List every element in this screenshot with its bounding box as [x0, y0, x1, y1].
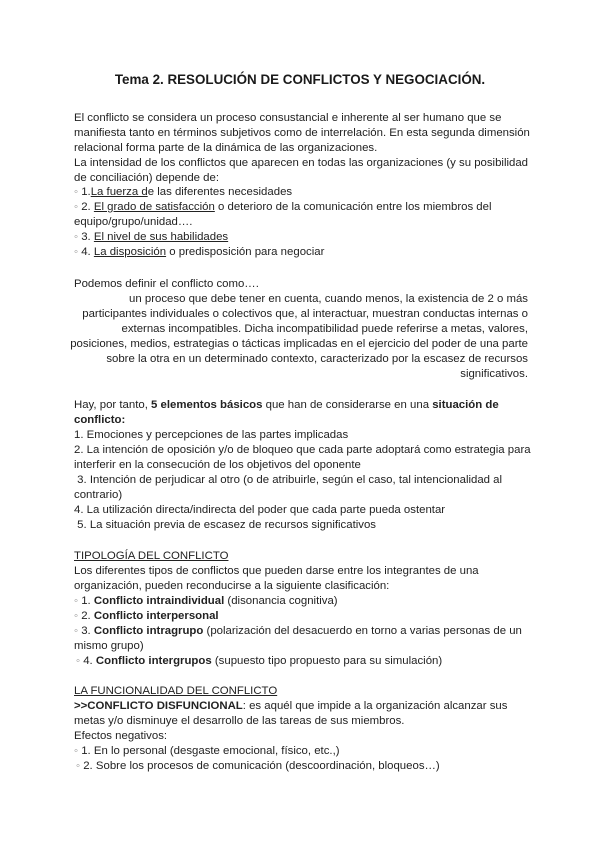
factor-item: ◦ 2. El grado de satisfacción o deterioro de la comunicación entre los miembros del — [74, 201, 492, 213]
definition-line: externas incompatibles. Dicha incompatibilidad puede referirse a metas, valores, — [121, 323, 528, 335]
factor-item: ◦ 3. El nivel de sus habilidades — [74, 231, 229, 243]
bullet-icon: ◦ — [74, 231, 79, 243]
efectos-heading: Efectos negativos: — [74, 730, 168, 742]
elements-intro: Hay, por tanto, 5 elementos básicos que han de considerarse en una situación de — [74, 399, 499, 411]
bullet-icon: ◦ — [74, 610, 79, 622]
bullet-icon: ◦ — [76, 760, 81, 772]
page-title: Tema 2. RESOLUCIÓN DE CONFLICTOS Y NEGOCIACIÓN. — [114, 72, 486, 87]
elements-intro-end: conflicto: — [74, 414, 126, 426]
bullet-icon: ◦ — [76, 655, 81, 667]
factor-item-continuation: equipo/grupo/unidad…. — [74, 216, 193, 228]
disfuncional-line-1: >>CONFLICTO DISFUNCIONAL: es aquél que impide a la organización alcanzar sus — [74, 700, 508, 712]
intro-line-1: El conflicto se considera un proceso consustancial e inherente al ser humano que se — [74, 112, 502, 124]
bullet-icon: ◦ — [74, 186, 79, 198]
tipologia-item-continuation: mismo grupo) — [74, 640, 144, 652]
element-line: 4. La utilización directa/indirecta del poder que cada parte pueda ostentar — [74, 504, 446, 516]
intro-line-4: La intensidad de los conflictos que aparecen en todas las organizaciones (y su posibilidad — [74, 157, 529, 169]
element-line: 3. Intención de perjudicar al otro (o de atribuirle, según el caso, tal intencionalidad al — [74, 474, 503, 486]
factor-item: ◦ 1.La fuerza de las diferentes necesidades — [74, 186, 293, 198]
disfuncional-line-2: metas y/o disminuye el desarrollo de las tareas de sus miembros. — [74, 715, 405, 727]
efecto-item: ◦ 2. Sobre los procesos de comunicación (descoordinación, bloqueos…) — [76, 760, 440, 772]
definition-line: significativos. — [460, 368, 528, 380]
tipologia-item: ◦ 3. Conflicto intragrupo (polarización del desacuerdo en torno a varias personas de un — [74, 625, 522, 637]
tipologia-heading: TIPOLOGÍA DEL CONFLICTO — [74, 550, 229, 562]
definition-line: sobre la otra en un determinado contexto, caracterizado por la escasez de recursos — [106, 353, 528, 365]
efecto-item: ◦ 1. En lo personal (desgaste emocional, físico, etc.,) — [74, 745, 340, 757]
definition-line: posiciones, medios, estrategias o tácticas implicadas en el ejercicio del poder de una parte — [70, 338, 528, 350]
element-line: contrario) — [74, 489, 123, 501]
definition-line: participantes individuales o colectivos que, al interactuar, muestran conductas internas o — [82, 308, 528, 320]
intro-line-3: relacional forma parte de la dinámica de las organizaciones. — [74, 142, 378, 154]
bullet-icon: ◦ — [74, 625, 79, 637]
definition-intro: Podemos definir el conflicto como…. — [74, 278, 259, 290]
element-line: 1. Emociones y percepciones de las partes implicadas — [74, 429, 349, 441]
bullet-icon: ◦ — [74, 745, 79, 757]
element-line: interferir en la consecución de los objetivos del oponente — [74, 459, 361, 471]
tipologia-item: ◦ 2. Conflicto interpersonal — [74, 610, 219, 622]
bullet-icon: ◦ — [74, 201, 79, 213]
element-line: 5. La situación previa de escasez de recursos significativos — [74, 519, 377, 531]
definition-line: un proceso que debe tener en cuenta, cuando menos, la existencia de 2 o más — [129, 293, 528, 305]
bullet-icon: ◦ — [74, 595, 79, 607]
element-line: 2. La intención de oposición y/o de bloqueo que cada parte adoptará como estrategia para — [74, 444, 531, 456]
intro-line-2: manifiesta tanto en términos subjetivos como de interrelación. En esta segunda dimensión — [74, 127, 530, 139]
factor-item: ◦ 4. La disposición o predisposición para negociar — [74, 246, 325, 258]
intro-line-5: de conciliación) depende de: — [74, 172, 220, 184]
tipologia-line-2: organización, pueden reconducirse a la siguiente clasificación: — [74, 580, 390, 592]
funcionalidad-heading: LA FUNCIONALIDAD DEL CONFLICTO — [74, 685, 278, 697]
tipologia-line-1: Los diferentes tipos de conflictos que pueden darse entre los integrantes de una — [74, 565, 479, 577]
tipologia-item: ◦ 4. Conflicto intergrupos (supuesto tipo propuesto para su simulación) — [76, 655, 443, 667]
bullet-icon: ◦ — [74, 246, 79, 258]
tipologia-item: ◦ 1. Conflicto intraindividual (disonancia cognitiva) — [74, 595, 338, 607]
